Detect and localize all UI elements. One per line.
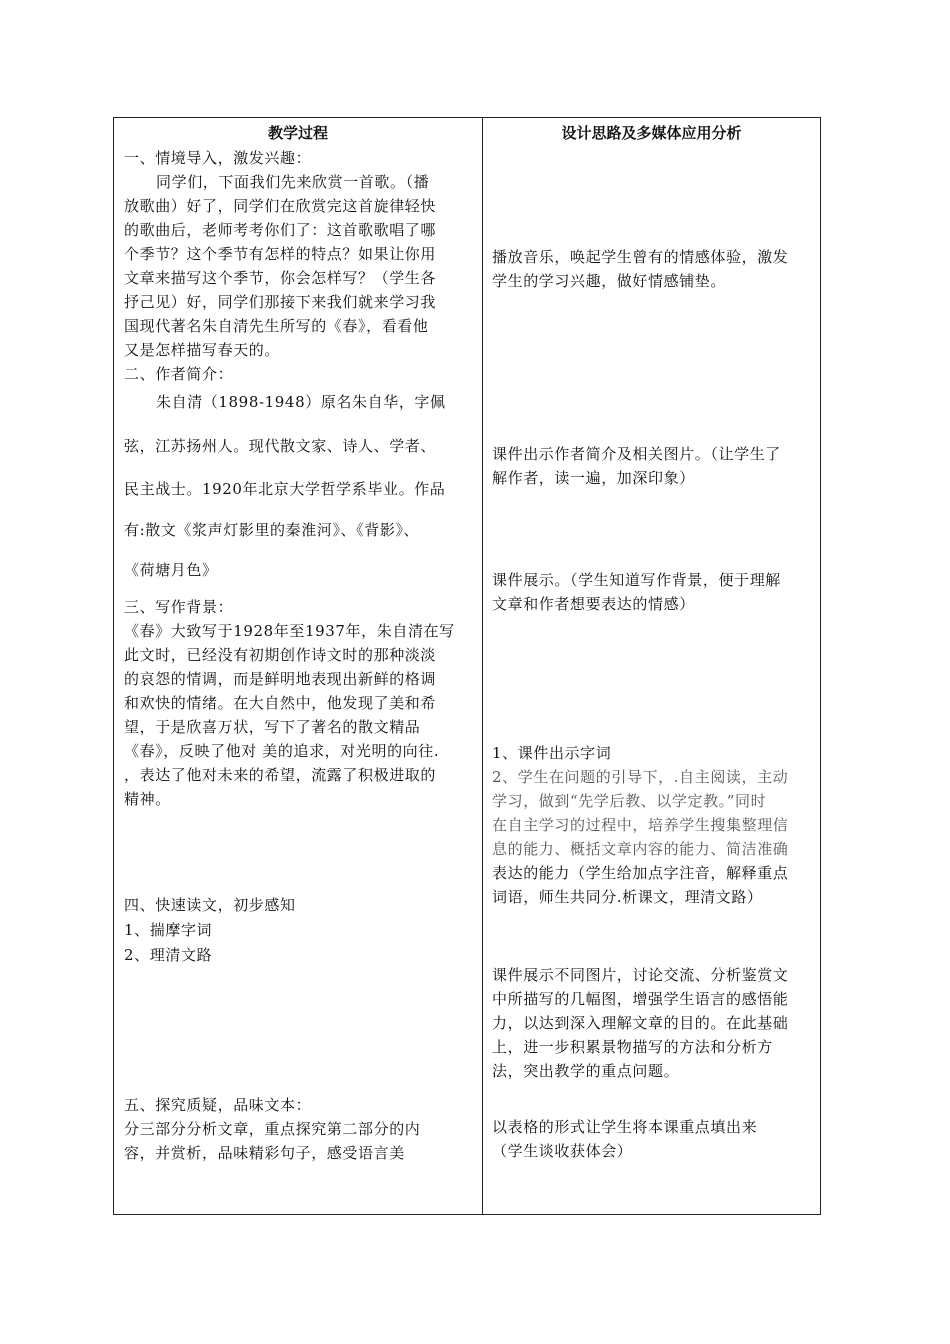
design-note-4: 息的能力、概括文章内容的能力、简洁准确: [492, 840, 789, 858]
column-divider: [482, 118, 483, 1214]
section-2-line: 《荷塘月色》: [124, 561, 218, 579]
section-1-line: 又是怎样描写春天的。: [124, 341, 281, 359]
design-note-5: 课件展示不同图片，讨论交流、分析鉴赏文: [492, 966, 789, 984]
design-note-5: 上，进一步积累景物描写的方法和分析方: [492, 1038, 773, 1056]
header-design-analysis: 设计思路及多媒体应用分析: [561, 124, 742, 142]
section-3-line: 和欢快的情绪。在大自然中，他发现了美和希: [124, 694, 437, 712]
section-3-line: ，表达了他对未来的希望，流露了积极进取的: [124, 766, 437, 784]
design-note-4: 2、学生在问题的引导下，.自主阅读，主动: [492, 768, 789, 786]
section-3-line: 精神。: [124, 790, 171, 808]
design-note-5: 力，以达到深入理解文章的目的。在此基础: [492, 1014, 789, 1032]
section-2-line: 弦，江苏扬州人。现代散文家、诗人、学者、: [124, 437, 437, 455]
design-note-4-item: 1、课件出示字词: [492, 744, 612, 762]
section-1-title: 一、情境导入，激发兴趣：: [124, 149, 312, 167]
design-note-4: 表达的能力（学生给加点字注音，解释重点: [492, 864, 789, 882]
section-3-line: 的哀怨的情调，而是鲜明地表现出新鲜的格调: [124, 670, 437, 688]
section-1-line: 个季节？这个季节有怎样的特点？如果让你用: [124, 245, 437, 263]
design-note-2: 课件出示作者简介及相关图片。（让学生了: [492, 445, 781, 463]
section-5-line: 分三部分分析文章，重点探究第二部分的内: [124, 1120, 421, 1138]
section-1-line: 放歌曲）好了，同学们在欣赏完这首旋律轻快: [124, 197, 437, 215]
design-note-6: 以表格的形式让学生将本课重点填出来: [492, 1118, 758, 1136]
design-note-3: 文章和作者想要表达的情感）: [492, 595, 695, 613]
section-4-item: 1、揣摩字词: [124, 921, 213, 939]
section-1-line: 的歌曲后，老师考考你们了：这首歌歌唱了哪: [124, 221, 437, 239]
section-2-line: 朱自清（1898-1948）原名朱自华，字佩: [156, 393, 446, 411]
design-note-3: 课件展示。（学生知道写作背景，便于理解: [492, 571, 781, 589]
section-5-title: 五、探究质疑，品味文本：: [124, 1096, 312, 1114]
design-note-1: 学生的学习兴趣，做好情感铺垫。: [492, 272, 727, 290]
section-2-line: 民主战士。1920年北京大学哲学系毕业。作品: [124, 480, 446, 498]
lesson-table: [113, 117, 821, 1215]
section-3-title: 三、写作背景：: [124, 598, 234, 616]
section-1-line: 文章来描写这个季节，你会怎样写？（学生各: [124, 269, 437, 287]
design-note-1: 播放音乐，唤起学生曾有的情感体验，激发: [492, 248, 789, 266]
section-4-title: 四、快速读文，初步感知: [124, 896, 296, 914]
section-1-line: 国现代著名朱自清先生所写的《春》，看看他: [124, 317, 429, 335]
section-1-line: 抒己见）好，同学们那接下来我们就来学习我: [124, 293, 437, 311]
section-3-line: 《春》，反映了他对 美的追求，对光明的向往.: [124, 742, 440, 760]
design-note-5: 法，突出教学的重点问题。: [492, 1062, 680, 1080]
design-note-2: 解作者，读一遍，加深印象）: [492, 469, 695, 487]
design-note-4: 学习，做到“先学后教、以学定教。”同时: [492, 792, 767, 810]
section-2-title: 二、作者简介：: [124, 365, 234, 383]
design-note-5: 中所描写的几幅图，增强学生语言的感悟能: [492, 990, 789, 1008]
section-3-line: 《春》大致写于1928年至1937年，朱自清在写: [124, 622, 455, 640]
design-note-4: 词语，师生共同分.析课文，理清文路）: [492, 888, 763, 906]
section-2-line: 有:散文《浆声灯影里的秦淮河》、《背影》、: [124, 521, 420, 539]
section-1-line: 同学们，下面我们先来欣赏一首歌。（播: [156, 173, 430, 191]
section-3-line: 望，于是欣喜万状，写下了著名的散文精品: [124, 718, 421, 736]
section-4-item: 2、理清文路: [124, 946, 213, 964]
design-note-6: （学生谈收获体会）: [492, 1142, 633, 1160]
design-note-4: 在自主学习的过程中，培养学生搜集整理信: [492, 816, 789, 834]
section-5-line: 容，并赏析，品味精彩句子，感受语言美: [124, 1144, 405, 1162]
header-teaching-process: 教学过程: [267, 124, 328, 142]
section-3-line: 此文时，已经没有初期创作诗文时的那种淡淡: [124, 646, 437, 664]
